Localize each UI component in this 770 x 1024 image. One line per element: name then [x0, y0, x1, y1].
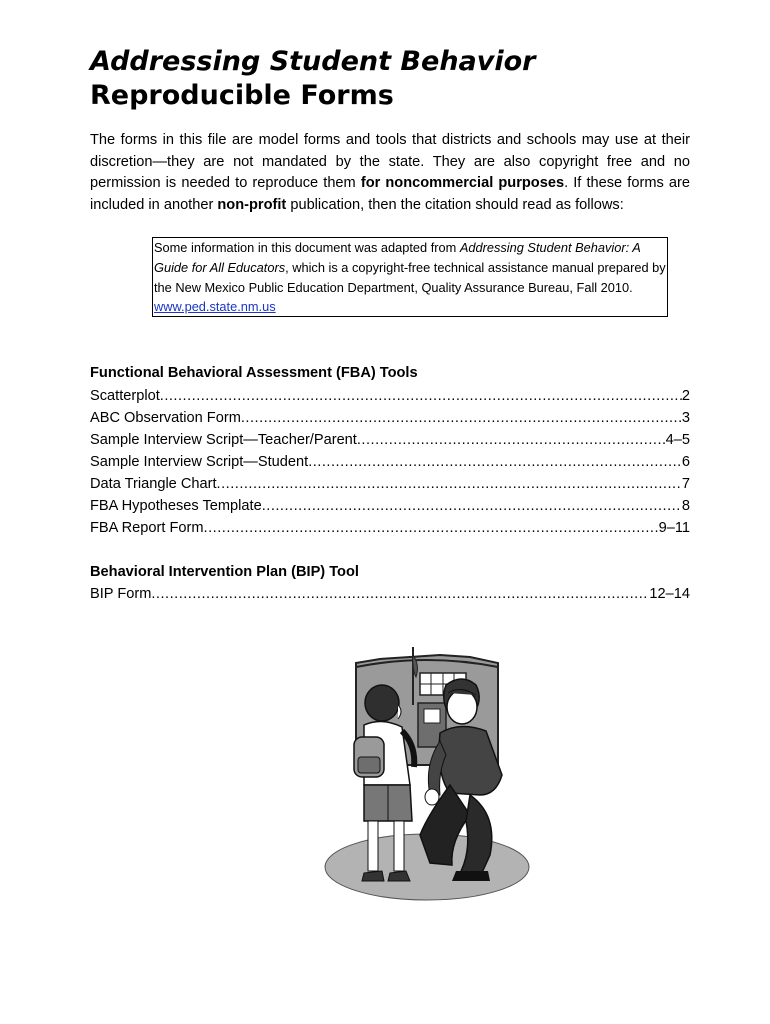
toc-bip	[90, 583, 690, 605]
toc-page: 4–5	[665, 432, 690, 448]
toc-label: FBA Report Form	[90, 520, 204, 536]
toc-row[interactable]	[90, 517, 690, 539]
toc-fba	[90, 385, 690, 539]
toc-page: 6	[681, 454, 690, 470]
toc-leader	[217, 473, 682, 495]
toc-page: 8	[681, 498, 690, 514]
toc-label: Sample Interview Script—Teacher/Parent	[90, 432, 357, 448]
citation-box	[152, 237, 668, 317]
toc-leader	[262, 495, 682, 517]
toc-leader	[204, 517, 659, 539]
toc-leader	[151, 583, 649, 605]
toc-leader	[308, 451, 682, 473]
toc-label: ABC Observation Form	[90, 410, 241, 426]
intro-bold-2: non-profit	[217, 196, 287, 213]
toc-page: 7	[681, 476, 690, 492]
toc-row[interactable]	[90, 451, 690, 473]
citation-text-1: Some information in this document was adapted from	[154, 240, 460, 255]
document-title: Addressing Student Behavior	[90, 46, 536, 77]
toc-label: BIP Form	[90, 586, 152, 602]
citation-link[interactable]: www.ped.state.nm.us	[154, 299, 276, 315]
document-subtitle: Reproducible Forms	[90, 80, 394, 111]
citation-text-2: , which is a copyright-free technical assistance manual prepared by the New Mexico Public Education Department, Quality Assurance Bureau, Fall 2010.	[154, 259, 666, 295]
toc-row[interactable]	[90, 473, 690, 495]
toc-label: FBA Hypotheses Template	[90, 498, 262, 514]
toc-label: Scatterplot	[90, 388, 160, 404]
toc-page: 12–14	[649, 586, 690, 602]
toc-page: 2	[681, 388, 690, 404]
section-title-bip: Behavioral Intervention Plan (BIP) Tool	[90, 564, 359, 580]
toc-page: 9–11	[658, 520, 690, 536]
toc-label: Data Triangle Chart	[90, 476, 217, 492]
toc-label: Sample Interview Script—Student	[90, 454, 309, 470]
toc-leader	[357, 429, 666, 451]
toc-row[interactable]	[90, 385, 690, 407]
toc-row[interactable]	[90, 407, 690, 429]
toc-leader	[160, 385, 682, 407]
toc-leader	[241, 407, 682, 429]
toc-page: 3	[681, 410, 690, 426]
intro-paragraph	[90, 130, 690, 216]
section-title-fba: Functional Behavioral Assessment (FBA) Tools	[90, 365, 418, 381]
citation-source-title: Addressing Student Behavior: A Guide for All Educators	[154, 240, 641, 275]
teacher-student-illustration	[320, 645, 535, 905]
toc-row[interactable]	[90, 583, 690, 605]
intro-text-1: The forms in this file are model forms and tools that districts and schools may use at their discretion—they are not mandated by the state. They are also copyright free and no permission is needed to reproduce them	[90, 132, 690, 191]
toc-row[interactable]	[90, 495, 690, 517]
intro-text-2: . If these forms are included in another	[90, 175, 690, 213]
intro-bold-1: for noncommercial purposes	[360, 175, 565, 191]
toc-row[interactable]	[90, 429, 690, 451]
intro-text-3: publication, then the citation should read as follows:	[286, 196, 624, 213]
